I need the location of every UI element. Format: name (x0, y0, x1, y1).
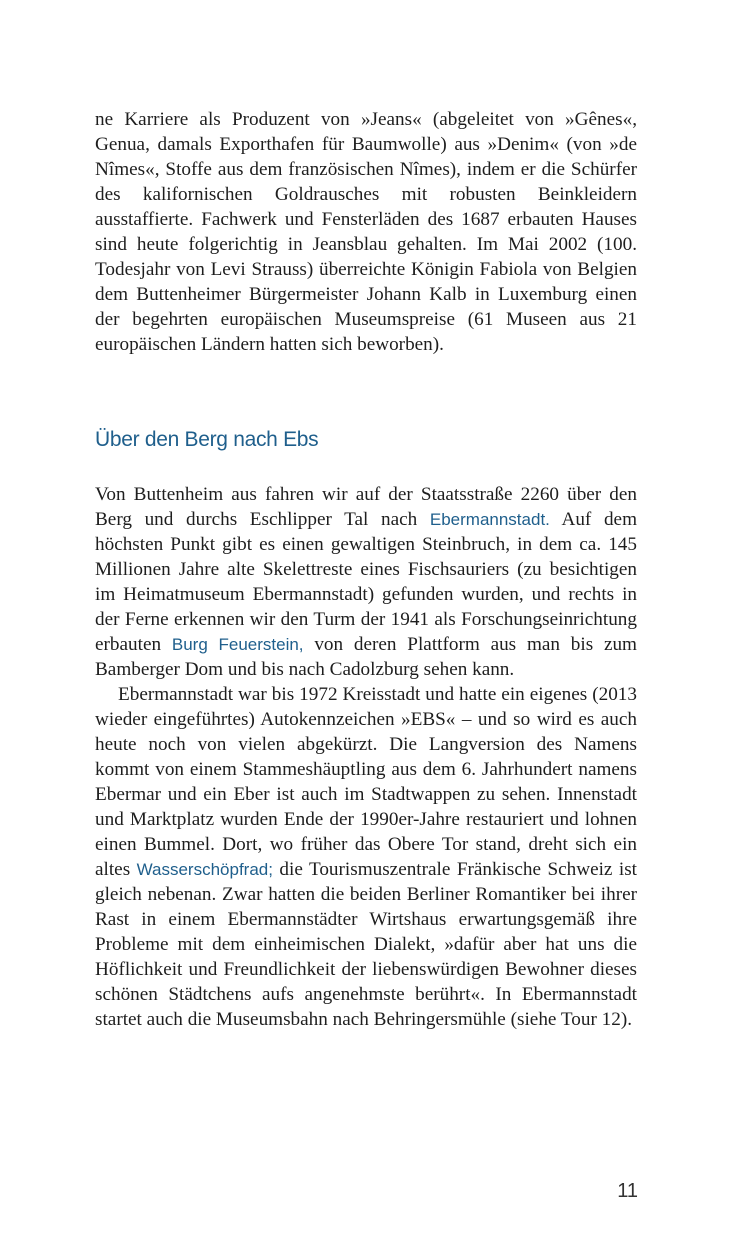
paragraph-ebermannstadt (95, 682, 637, 1032)
paragraph-buttenheim (95, 482, 637, 682)
intro-paragraph: ne Karriere als Produzent von »Jeans« (abgeleitet von »Gênes«, Genua, damals Exporthafen für Baumwolle) aus »Denim« (von »de Nîmes«, Stoffe aus dem französischen Nîmes), indem er die Schürfer des kalifornischen Goldrausches mit robusten Beinkleidern ausstaffierte. Fachwerk und Fensterläden des 1687 erbauten Hauses sind heute folgerichtig in Jeansblau gehalten. Im Mai 2002 (100. Todesjahr von Levi Strauss) überreichte Königin Fabiola von Belgien dem Buttenheimer Bürgermeister Johann Kalb in Luxemburg einen der begehrten europäischen Museumspreise (61 Museen aus 21 europäischen Ländern hatten sich beworben). (95, 109, 637, 355)
paragraph-1-text-a: Von Buttenheim aus fahren wir auf der Staatsstraße 2260 über den Berg und durchs Eschlipper Tal nach (95, 484, 637, 530)
paragraph-2-text-a: Ebermannstadt war bis 1972 Kreisstadt und hatte ein eigenes (2013 wieder eingeführtes) Autokennzeichen »EBS« – und so wird es auch heute noch von vielen abgekürzt. Die Langversion des Namens kommt von einem Stammeshäuptling aus dem 6. Jahrhundert namens Ebermar und ein Eber ist auch im Stadtwappen zu sehen. Innenstadt und Marktplatz wurden Ende der 1990er-Jahre restauriert und lohnen einen Bummel. Dort, wo früher das Obere Tor stand, dreht sich ein altes (95, 684, 637, 880)
page-number: 11 (617, 1180, 638, 1202)
link-burg-feuerstein[interactable]: Burg Feuerstein, (171, 635, 304, 654)
link-wasserschoepfrad[interactable]: Wasserschöpfrad; (136, 860, 273, 879)
paragraph-1-text-b: Auf dem höchsten Punkt gibt es einen gewaltigen Steinbruch, in dem ca. 145 Millionen Jahre alte Skelettreste eines Fischsauriers (zu besichtigen im Heimatmuseum Ebermannstadt) gefunden wurden, und rechts in der Ferne erkennen wir den Turm der 1941 als Forschungseinrichtung erbauten (95, 509, 637, 655)
paragraph-2-text-b: die Tourismuszentrale Fränkische Schweiz ist gleich nebenan. Zwar hatten die beiden Berliner Romantiker bei ihrer Rast in einem Ebermannstädter Wirtshaus erwartungsgemäß ihre Probleme mit dem einheimischen Dialekt, »dafür aber hat uns die Höflichkeit und Freundlichkeit der liebenswürdigen Bewohner dieses schönen Städtchens aufs angenehmste berührt«. In Ebermannstadt startet auch die Museumsbahn nach Behringersmühle (siehe Tour 12). (95, 859, 638, 1030)
section-body (95, 482, 637, 1032)
link-ebermannstadt[interactable]: Ebermannstadt. (429, 510, 550, 529)
section-heading: Über den Berg nach Ebs (95, 428, 319, 451)
intro-text-block (95, 107, 637, 357)
paragraph-1-text-c: von deren Plattform aus man bis zum Bamberger Dom und bis nach Cadolzburg sehen kann. (95, 634, 637, 680)
